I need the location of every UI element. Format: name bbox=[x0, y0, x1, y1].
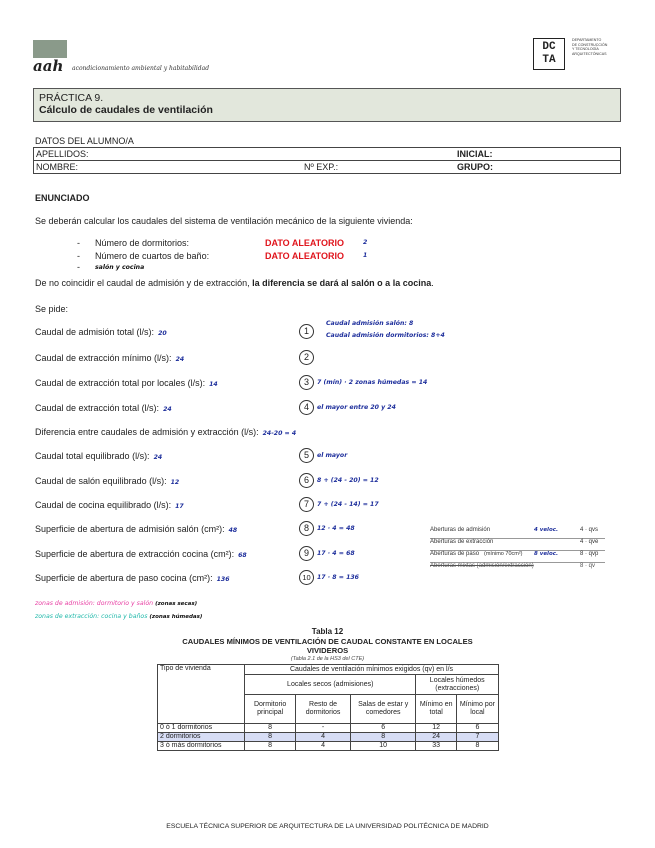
dept-text bbox=[572, 38, 607, 56]
col-tipo-header: Tipo de vivienda bbox=[158, 665, 245, 724]
abertura-label: Aberturas de admisión bbox=[430, 527, 491, 533]
table-cell: 3 ó más dormitorios bbox=[158, 742, 245, 751]
question-text: Caudal de salón equilibrado (l/s): bbox=[35, 476, 167, 486]
table-row bbox=[158, 724, 499, 733]
table12 bbox=[157, 664, 499, 751]
condition-plain: De no coincidir el caudal de admisión y de extracción, bbox=[35, 278, 253, 288]
question-row bbox=[35, 327, 167, 337]
nexp-label: Nº EXP.: bbox=[304, 162, 339, 172]
step-note: 17 · 4 = 68 bbox=[317, 550, 355, 557]
step-note: 17 · 8 = 136 bbox=[317, 574, 359, 581]
step-number-circle: 10 bbox=[299, 570, 314, 585]
table-cell: 10 bbox=[350, 742, 416, 751]
table-cell: 6 bbox=[456, 724, 498, 733]
step-note: 7 + (24 - 14) = 17 bbox=[317, 501, 379, 508]
sub-header: Mínimo por local bbox=[456, 695, 498, 724]
question-text: Diferencia entre caudales de admisión y extracción (l/s): bbox=[35, 427, 259, 437]
question-text: Caudal total equilibrado (l/s): bbox=[35, 451, 150, 461]
question-row bbox=[35, 476, 179, 486]
question-row bbox=[35, 573, 230, 583]
question-row bbox=[35, 549, 247, 559]
se-pide: Se pide: bbox=[35, 304, 69, 314]
step-note: el mayor entre 20 y 24 bbox=[317, 404, 396, 411]
step-note: 8 + (24 - 20) = 12 bbox=[317, 477, 379, 484]
bullet-label: Número de dormitorios: bbox=[95, 238, 190, 248]
aah-logo-text: aah bbox=[33, 57, 64, 75]
pink-note-tag: (zonas húmedas) bbox=[149, 614, 203, 620]
step-number-circle: 4 bbox=[299, 400, 314, 415]
question-row bbox=[35, 427, 296, 437]
table-cell: 7 bbox=[456, 733, 498, 742]
abertura-label: Aberturas de extracción bbox=[430, 539, 494, 545]
footer: ESCUELA TÉCNICA SUPERIOR DE ARQUITECTURA DE LA UNIVERSIDAD POLITÉCNICA DE MADRID bbox=[166, 823, 489, 830]
question-text: Superficie de abertura de extracción cocina (cm²): bbox=[35, 549, 235, 559]
dcta-line-2: TA bbox=[542, 54, 556, 66]
table-cell: 24 bbox=[416, 733, 456, 742]
bullet-value: DATO ALEATORIO bbox=[265, 251, 345, 261]
abertura-value: 4 · qvs bbox=[580, 527, 599, 533]
question-text: Caudal de cocina equilibrado (l/s): bbox=[35, 500, 172, 510]
pink-note-humedas bbox=[35, 613, 202, 620]
top-header: Caudales de ventilación mínimos exigidos (qv) en l/s bbox=[245, 665, 499, 675]
abertura-value: 8 · qvp bbox=[580, 551, 599, 557]
nombre-label: NOMBRE: bbox=[36, 162, 79, 172]
dept-text-line: ARQUITECTÓNICAS bbox=[572, 51, 607, 56]
table12-subtitle: (Tabla 2.1 de la HS3 del CTE) bbox=[290, 656, 365, 662]
step-note: el mayor bbox=[317, 452, 348, 459]
aah-logo-subtitle: acondicionamiento ambiental y habitabilidad bbox=[72, 65, 210, 72]
bullet-note: 1 bbox=[363, 252, 368, 259]
table-cell: 4 bbox=[296, 742, 351, 751]
step-number-circle: 3 bbox=[299, 375, 314, 390]
grupo-label: GRUPO: bbox=[457, 162, 493, 172]
question-row bbox=[35, 378, 218, 388]
question-row bbox=[35, 451, 162, 461]
table12-title-2: VIVIDEROS bbox=[306, 646, 349, 655]
question-answer: 48 bbox=[228, 527, 238, 534]
condition-bold: la diferencia se dará al salón o a la cocina bbox=[252, 278, 432, 288]
question-answer: 17 bbox=[175, 503, 184, 510]
pink-note-tag: (zonas secas) bbox=[155, 601, 198, 607]
question-answer: 20 bbox=[158, 330, 167, 337]
dept-text-line: DEPARTAMENTO bbox=[572, 38, 602, 42]
student-table bbox=[33, 147, 621, 174]
abertura-value: 8 · qv bbox=[580, 563, 596, 569]
step-number-circle: 1 bbox=[299, 324, 314, 339]
question-answer: 136 bbox=[216, 576, 230, 583]
group-humedos: Locales húmedos (extracciones) bbox=[416, 675, 499, 695]
sub-header: Mínimo en total bbox=[416, 695, 456, 724]
inicial-label: INICIAL: bbox=[457, 149, 493, 159]
bullet-label: Número de cuartos de baño: bbox=[95, 251, 210, 261]
abertura-note: 8 veloc. bbox=[534, 551, 559, 557]
dept-text-line: DE CONSTRUCCIÓN bbox=[572, 42, 608, 47]
question-text: Caudal de admisión total (l/s): bbox=[35, 327, 155, 337]
table-cell: - bbox=[296, 724, 351, 733]
abertura-extra: (mínimo 70cm²) bbox=[484, 551, 523, 557]
condition-end: . bbox=[431, 278, 434, 288]
table-cell: 8 bbox=[245, 742, 296, 751]
table-row bbox=[158, 742, 499, 751]
abertura-label: Aberturas mixtas (admisión/extracción) bbox=[430, 563, 534, 569]
table-cell: 0 ó 1 dormitorios bbox=[158, 724, 245, 733]
question-text: Caudal de extracción total (l/s): bbox=[35, 403, 160, 413]
question-answer: 12 bbox=[170, 479, 180, 486]
question-answer: 24 bbox=[153, 454, 163, 461]
dept-text-line: Y TECNOLOGÍA bbox=[572, 47, 599, 52]
question-row bbox=[35, 353, 184, 363]
practice-number: PRÁCTICA 9. bbox=[39, 92, 104, 104]
question-row bbox=[35, 500, 184, 510]
apellidos-label: APELLIDOS: bbox=[36, 149, 89, 159]
question-answer: 24-20 = 4 bbox=[262, 430, 297, 437]
sub-header: Resto de dormitorios bbox=[296, 695, 351, 724]
step-number-circle: 6 bbox=[299, 473, 314, 488]
question-text: Superficie de abertura de paso cocina (cm²): bbox=[35, 573, 213, 583]
abertura-value: 4 · qve bbox=[580, 539, 599, 545]
sub-header: Salas de estar y comedores bbox=[350, 695, 416, 724]
title-box bbox=[33, 88, 621, 122]
table-cell: 8 bbox=[245, 724, 296, 733]
table-cell: 33 bbox=[416, 742, 456, 751]
group-secos: Locales secos (admisiones) bbox=[245, 675, 416, 695]
pink-note-secas bbox=[35, 600, 197, 607]
question-text: Superficie de abertura de admisión salón (cm²): bbox=[35, 524, 225, 534]
aberturas-table bbox=[430, 527, 605, 574]
question-text: Caudal de extracción total por locales (l/s): bbox=[35, 378, 206, 388]
enunciado-intro: Se deberán calcular los caudales del sistema de ventilación mecánico de la siguiente vivienda: bbox=[35, 216, 413, 226]
table-cell: 8 bbox=[350, 733, 416, 742]
question-row bbox=[35, 524, 237, 534]
step-number-circle: 2 bbox=[299, 350, 314, 365]
step-note: 12 · 4 = 48 bbox=[317, 525, 355, 532]
pink-note-text: zonas de extracción: cocina y baños bbox=[35, 613, 148, 620]
table-cell: 6 bbox=[350, 724, 416, 733]
question-answer: 68 bbox=[238, 552, 247, 559]
step-note: 7 (mín) · 2 zonas húmedas = 14 bbox=[317, 379, 428, 386]
table-row-highlighted bbox=[158, 733, 499, 742]
enunciado-heading: ENUNCIADO bbox=[35, 193, 90, 203]
abertura-note: 4 veloc. bbox=[534, 527, 559, 533]
condition-text bbox=[35, 278, 434, 288]
question-text: Caudal de extracción mínimo (l/s): bbox=[35, 353, 172, 363]
abertura-label: Aberturas de paso bbox=[430, 551, 480, 557]
step-number-circle: 7 bbox=[299, 497, 314, 512]
table12-title-1: CAUDALES MÍNIMOS DE VENTILACIÓN DE CAUDAL CONSTANTE EN LOCALES bbox=[182, 637, 473, 646]
step-note: Caudal admisión salón: 8 bbox=[326, 320, 414, 327]
table-cell: 4 bbox=[296, 733, 351, 742]
bullet-extra-note: salón y cocina bbox=[95, 264, 145, 271]
table12-caption: Tabla 12 bbox=[311, 627, 344, 636]
bullet-note: 2 bbox=[363, 239, 368, 246]
step-number-circle: 8 bbox=[299, 521, 314, 536]
sub-header: Dormitorio principal bbox=[245, 695, 296, 724]
question-answer: 24 bbox=[163, 406, 172, 413]
step-number-circle: 9 bbox=[299, 546, 314, 561]
table-cell: 12 bbox=[416, 724, 456, 733]
pink-note-text: zonas de admisión: dormitorio y salón bbox=[35, 600, 154, 607]
step-note: Caudal admisión dormitorios: 8+4 bbox=[326, 332, 445, 339]
table-cell: 8 bbox=[456, 742, 498, 751]
step-number-circle: 5 bbox=[299, 448, 314, 463]
page-title: Cálculo de caudales de ventilación bbox=[39, 104, 213, 116]
dcta-logo bbox=[533, 38, 565, 70]
bullet-value: DATO ALEATORIO bbox=[265, 238, 345, 248]
aah-logo bbox=[33, 40, 67, 58]
question-row bbox=[35, 403, 172, 413]
table-cell: 8 bbox=[245, 733, 296, 742]
table-cell: 2 dormitorios bbox=[158, 733, 245, 742]
question-answer: 14 bbox=[209, 381, 218, 388]
dcta-line-1: DC bbox=[542, 41, 556, 53]
student-section-label: DATOS DEL ALUMNO/A bbox=[35, 136, 134, 146]
question-answer: 24 bbox=[175, 356, 185, 363]
